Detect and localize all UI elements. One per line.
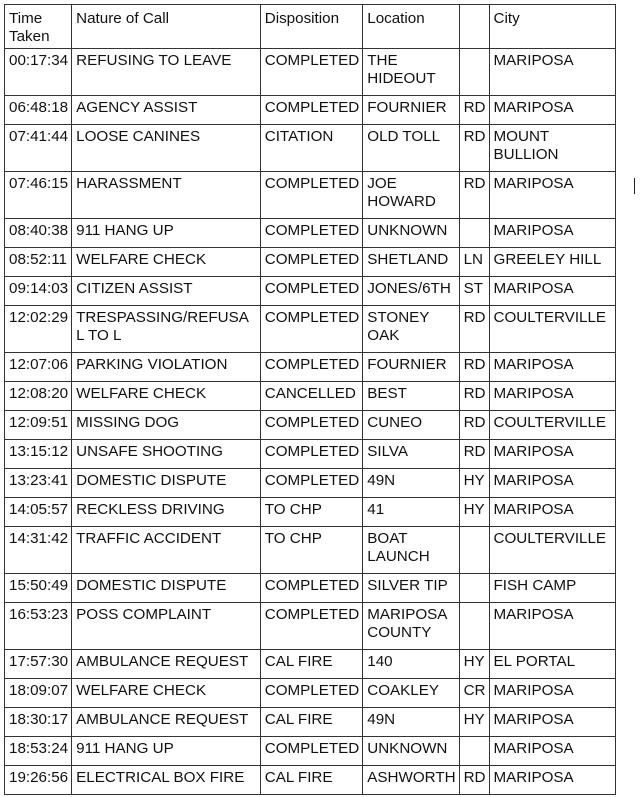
- cell-street-suffix: LN: [459, 248, 489, 277]
- table-row: [5, 766, 616, 795]
- cell-time: 12:09:51: [5, 411, 72, 440]
- cell-time: 18:09:07: [5, 679, 72, 708]
- cell-city: MARIPOSA: [489, 737, 615, 766]
- table-row: [5, 219, 616, 248]
- cell-location: UNKNOWN: [363, 219, 459, 248]
- cell-location: STONEY OAK: [363, 306, 459, 353]
- cell-street-suffix: HY: [459, 708, 489, 737]
- cell-time: 12:02:29: [5, 306, 72, 353]
- cell-city: MARIPOSA: [489, 96, 615, 125]
- cell-time: 08:40:38: [5, 219, 72, 248]
- cell-nature-of-call: HARASSMENT: [72, 172, 261, 219]
- cell-location: CUNEO: [363, 411, 459, 440]
- cell-nature-of-call: WELFARE CHECK: [72, 679, 261, 708]
- cell-street-suffix: RD: [459, 172, 489, 219]
- cell-time: 09:14:03: [5, 277, 72, 306]
- header-location: Location: [363, 5, 459, 49]
- table-row: [5, 527, 616, 574]
- cell-time: 17:57:30: [5, 650, 72, 679]
- cell-disposition: COMPLETED: [260, 353, 363, 382]
- cell-city: EL PORTAL: [489, 650, 615, 679]
- cell-time: 13:23:41: [5, 469, 72, 498]
- cell-nature-of-call: MISSING DOG: [72, 411, 261, 440]
- table-row: [5, 49, 616, 96]
- cell-disposition: COMPLETED: [260, 411, 363, 440]
- cell-city: MARIPOSA: [489, 469, 615, 498]
- table-row: [5, 248, 616, 277]
- cell-city: MARIPOSA: [489, 679, 615, 708]
- cell-location: JONES/6TH: [363, 277, 459, 306]
- call-log-table: [4, 4, 616, 795]
- cell-nature-of-call: ELECTRICAL BOX FIRE: [72, 766, 261, 795]
- cell-time: 14:31:42: [5, 527, 72, 574]
- cell-nature-of-call: DOMESTIC DISPUTE: [72, 574, 261, 603]
- cell-disposition: COMPLETED: [260, 737, 363, 766]
- cell-nature-of-call: CITIZEN ASSIST: [72, 277, 261, 306]
- table-row: [5, 650, 616, 679]
- cell-time: 07:46:15: [5, 172, 72, 219]
- cell-street-suffix: HY: [459, 498, 489, 527]
- table-row: [5, 353, 616, 382]
- table-row: [5, 603, 616, 650]
- table-row: [5, 382, 616, 411]
- header-suffix: [459, 5, 489, 49]
- header-disposition: Disposition: [260, 5, 363, 49]
- cell-nature-of-call: AMBULANCE REQUEST: [72, 650, 261, 679]
- table-row: [5, 96, 616, 125]
- cell-disposition: CITATION: [260, 125, 363, 172]
- cell-street-suffix: [459, 574, 489, 603]
- cell-city: COULTERVILLE: [489, 411, 615, 440]
- cell-disposition: CAL FIRE: [260, 766, 363, 795]
- cell-disposition: TO CHP: [260, 498, 363, 527]
- cell-disposition: COMPLETED: [260, 440, 363, 469]
- cell-city: MARIPOSA: [489, 382, 615, 411]
- cell-location: FOURNIER: [363, 353, 459, 382]
- cell-location: BEST: [363, 382, 459, 411]
- cell-disposition: CAL FIRE: [260, 650, 363, 679]
- cell-city: COULTERVILLE: [489, 306, 615, 353]
- cell-disposition: COMPLETED: [260, 603, 363, 650]
- cell-street-suffix: HY: [459, 469, 489, 498]
- cell-city: MARIPOSA: [489, 498, 615, 527]
- header-time-taken: Time Taken: [5, 5, 72, 49]
- cell-location: COAKLEY: [363, 679, 459, 708]
- cell-disposition: TO CHP: [260, 527, 363, 574]
- cell-nature-of-call: 911 HANG UP: [72, 219, 261, 248]
- cell-city: GREELEY HILL: [489, 248, 615, 277]
- cell-time: 14:05:57: [5, 498, 72, 527]
- cell-street-suffix: CR: [459, 679, 489, 708]
- cell-disposition: COMPLETED: [260, 219, 363, 248]
- cell-disposition: COMPLETED: [260, 248, 363, 277]
- cell-street-suffix: RD: [459, 440, 489, 469]
- cell-disposition: COMPLETED: [260, 49, 363, 96]
- cell-nature-of-call: DOMESTIC DISPUTE: [72, 469, 261, 498]
- table-row: [5, 411, 616, 440]
- cell-time: 06:48:18: [5, 96, 72, 125]
- cell-disposition: COMPLETED: [260, 277, 363, 306]
- cell-location: MARIPOSA COUNTY: [363, 603, 459, 650]
- cell-city: MARIPOSA: [489, 219, 615, 248]
- cell-nature-of-call: WELFARE CHECK: [72, 248, 261, 277]
- cell-nature-of-call: POSS COMPLAINT: [72, 603, 261, 650]
- cell-disposition: COMPLETED: [260, 172, 363, 219]
- cell-disposition: CAL FIRE: [260, 708, 363, 737]
- cell-nature-of-call: PARKING VIOLATION: [72, 353, 261, 382]
- cell-location: FOURNIER: [363, 96, 459, 125]
- cell-location: 140: [363, 650, 459, 679]
- table-header-row: [5, 5, 616, 49]
- cell-nature-of-call: AGENCY ASSIST: [72, 96, 261, 125]
- header-nature-of-call: Nature of Call: [72, 5, 261, 49]
- cell-nature-of-call: REFUSING TO LEAVE: [72, 49, 261, 96]
- cell-location: OLD TOLL: [363, 125, 459, 172]
- cell-street-suffix: [459, 49, 489, 96]
- cell-street-suffix: [459, 219, 489, 248]
- cell-street-suffix: RD: [459, 353, 489, 382]
- cell-disposition: COMPLETED: [260, 306, 363, 353]
- cell-street-suffix: RD: [459, 411, 489, 440]
- call-log-container: [4, 4, 616, 795]
- cell-street-suffix: RD: [459, 306, 489, 353]
- table-row: [5, 708, 616, 737]
- cell-time: 12:08:20: [5, 382, 72, 411]
- header-city: City: [489, 5, 615, 49]
- cell-disposition: COMPLETED: [260, 574, 363, 603]
- cell-street-suffix: RD: [459, 766, 489, 795]
- cell-location: UNKNOWN: [363, 737, 459, 766]
- cell-location: THE HIDEOUT: [363, 49, 459, 96]
- cell-location: BOAT LAUNCH: [363, 527, 459, 574]
- cell-city: MARIPOSA: [489, 766, 615, 795]
- cell-street-suffix: HY: [459, 650, 489, 679]
- cell-time: 00:17:34: [5, 49, 72, 96]
- cell-street-suffix: [459, 527, 489, 574]
- cell-location: ASHWORTH: [363, 766, 459, 795]
- cell-disposition: COMPLETED: [260, 469, 363, 498]
- cell-city: MARIPOSA: [489, 277, 615, 306]
- cell-city: MARIPOSA: [489, 353, 615, 382]
- cell-time: 15:50:49: [5, 574, 72, 603]
- cell-nature-of-call: AMBULANCE REQUEST: [72, 708, 261, 737]
- cell-nature-of-call: UNSAFE SHOOTING: [72, 440, 261, 469]
- cell-city: MARIPOSA: [489, 49, 615, 96]
- cell-location: JOE HOWARD: [363, 172, 459, 219]
- table-row: [5, 737, 616, 766]
- cell-nature-of-call: RECKLESS DRIVING: [72, 498, 261, 527]
- cell-street-suffix: [459, 737, 489, 766]
- cell-nature-of-call: TRESPASSING/REFUSAL TO L: [72, 306, 261, 353]
- table-row: [5, 125, 616, 172]
- cell-city: MARIPOSA: [489, 440, 615, 469]
- cell-time: 07:41:44: [5, 125, 72, 172]
- cell-location: 41: [363, 498, 459, 527]
- cell-city: MARIPOSA: [489, 172, 615, 219]
- cell-location: 49N: [363, 469, 459, 498]
- cell-time: 18:53:24: [5, 737, 72, 766]
- cell-time: 12:07:06: [5, 353, 72, 382]
- cell-disposition: COMPLETED: [260, 96, 363, 125]
- cell-city: MARIPOSA: [489, 603, 615, 650]
- cell-street-suffix: RD: [459, 96, 489, 125]
- cell-location: SILVA: [363, 440, 459, 469]
- table-row: [5, 306, 616, 353]
- cell-disposition: COMPLETED: [260, 679, 363, 708]
- table-row: [5, 440, 616, 469]
- cell-nature-of-call: 911 HANG UP: [72, 737, 261, 766]
- table-row: [5, 679, 616, 708]
- cell-city: MARIPOSA: [489, 708, 615, 737]
- cell-city: COULTERVILLE: [489, 527, 615, 574]
- table-row: [5, 574, 616, 603]
- page-edge-mark: [634, 178, 635, 194]
- cell-time: 08:52:11: [5, 248, 72, 277]
- cell-location: 49N: [363, 708, 459, 737]
- cell-street-suffix: RD: [459, 125, 489, 172]
- cell-location: SHETLAND: [363, 248, 459, 277]
- cell-street-suffix: ST: [459, 277, 489, 306]
- cell-time: 18:30:17: [5, 708, 72, 737]
- table-row: [5, 277, 616, 306]
- cell-city: FISH CAMP: [489, 574, 615, 603]
- cell-street-suffix: [459, 603, 489, 650]
- cell-street-suffix: RD: [459, 382, 489, 411]
- table-row: [5, 469, 616, 498]
- cell-disposition: CANCELLED: [260, 382, 363, 411]
- cell-time: 16:53:23: [5, 603, 72, 650]
- table-row: [5, 172, 616, 219]
- cell-time: 13:15:12: [5, 440, 72, 469]
- cell-city: MOUNT BULLION: [489, 125, 615, 172]
- table-row: [5, 498, 616, 527]
- cell-time: 19:26:56: [5, 766, 72, 795]
- cell-nature-of-call: WELFARE CHECK: [72, 382, 261, 411]
- cell-nature-of-call: LOOSE CANINES: [72, 125, 261, 172]
- cell-location: SILVER TIP: [363, 574, 459, 603]
- cell-nature-of-call: TRAFFIC ACCIDENT: [72, 527, 261, 574]
